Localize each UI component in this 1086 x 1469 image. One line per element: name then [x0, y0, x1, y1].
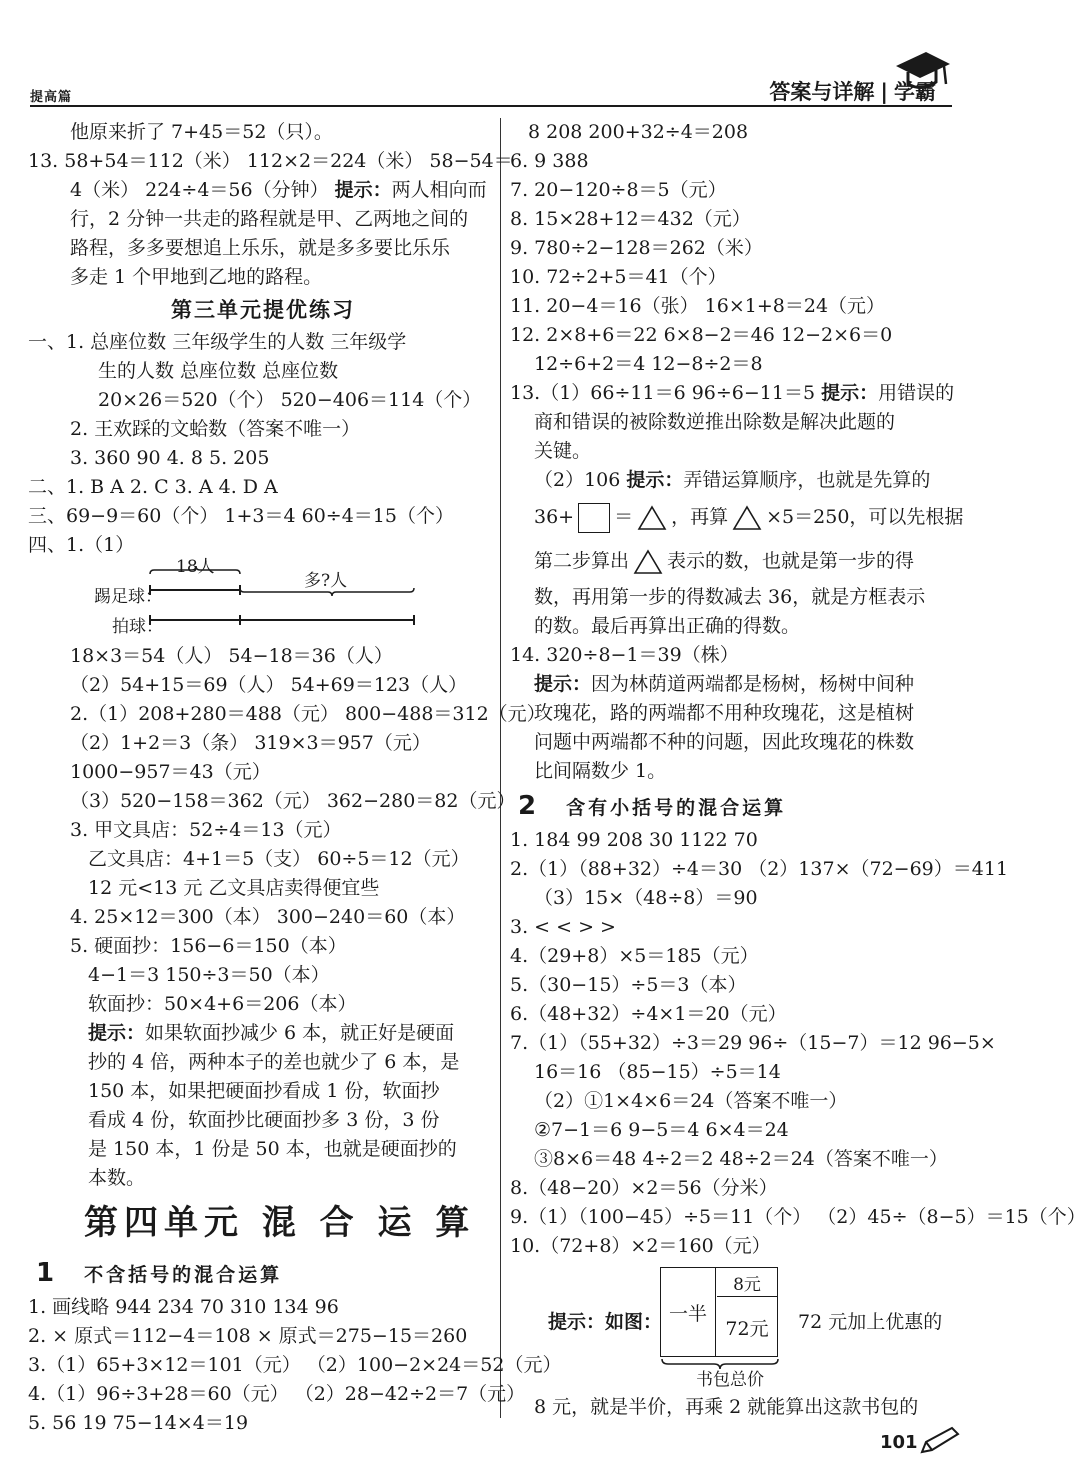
right-column: [510, 118, 1086, 1422]
text-line: 多走 1 个甲地到乙地的路程。: [70, 266, 323, 288]
text-line: 本数。: [88, 1167, 146, 1189]
text-line: 他原来折了 7+45＝52（只）。: [70, 121, 333, 143]
text-line: 36+ ＝ ，再算 ×5＝250，可以先根据: [510, 495, 980, 539]
text-line: 14. 320÷8−1＝39（株）: [510, 644, 739, 666]
text-line: 三、69−9＝60（个） 1+3＝4 60÷4＝15（个）: [28, 505, 454, 527]
text-line: 1. 184 99 208 30 1122 70: [510, 829, 758, 851]
text-line: 8 208 200+32÷4＝208: [528, 121, 749, 143]
page-number: 101: [880, 1432, 918, 1453]
text-line: （2）1+2＝3（条） 319×3＝957（元）: [70, 732, 431, 754]
header-answer-label: 答案与详解: [769, 80, 875, 104]
text-line: 11. 20−4＝16（张） 16×1+8＝24（元）: [510, 295, 886, 317]
text-line: 5. 硬面抄：156−6＝150（本）: [70, 935, 347, 957]
text-line: 玫瑰花，路的两端都不用种玫瑰花，这是植树: [534, 702, 915, 724]
bag-discount-cell: 8元: [717, 1268, 777, 1297]
text-line: 20×26＝520（个） 520−406＝114（个）: [98, 389, 482, 411]
text-line: （2）①1×4×6＝24（答案不唯一）: [534, 1090, 848, 1112]
text-line: 12÷6+2＝4 12−8÷2＝8: [534, 353, 763, 375]
text-line: 3. 甲文具店：52÷4＝13（元）: [70, 819, 342, 841]
header-rule: [30, 105, 952, 107]
text-line: 行，2 分钟一共走的路程就是甲、乙两地之间的: [70, 208, 469, 230]
subsection-heading: 2 含有小括号的混合运算: [518, 791, 787, 821]
column-divider: [500, 118, 501, 1418]
text-line: 8. 15×28+12＝432（元）: [510, 208, 751, 230]
hint-label: 提示：: [334, 179, 392, 201]
text-line: 4.（1）96÷3+28＝60（元） （2）28−42÷2＝7（元）: [28, 1383, 526, 1405]
text-line: 5. 56 19 75−14×4＝19: [28, 1412, 249, 1434]
text-line: 16＝16 （85−15）÷5＝14: [534, 1061, 781, 1083]
page-header: [0, 0, 1000, 110]
diagram-label-football: 踢足球：: [94, 587, 162, 607]
header-tag: 提高篇: [30, 90, 73, 105]
graduation-cap-icon: [892, 44, 952, 96]
bag-total-label: 书包总价: [696, 1370, 764, 1390]
text-line: 150 本，如果把硬面抄看成 1 份，软面抄: [88, 1080, 440, 1102]
text-line: 10. 72÷2+5＝41（个）: [510, 266, 727, 288]
pencil-icon: [918, 1426, 962, 1456]
diagram-label-18: 18人: [176, 557, 215, 577]
diagram-lines: [148, 560, 488, 642]
text-line: 生的人数 总座位数 总座位数: [98, 360, 339, 382]
text-line: （3）520−158＝362（元） 362−280＝82（元）: [70, 790, 516, 812]
text-line: 4. 25×12＝300（本） 300−240＝60（本）: [70, 906, 466, 928]
text-line: 一、1. 总座位数 三年级学生的人数 三年级学: [28, 331, 407, 353]
bag-half-cell: 一半: [661, 1268, 716, 1356]
text-line: 二、1. B A 2. C 3. A 4. D A: [28, 476, 278, 498]
text-line: 软面抄：50×4+6＝206（本）: [88, 993, 357, 1015]
text-line: 3. 360 90 4. 8 5. 205: [70, 447, 270, 469]
text-line: 2.（1）208+280＝488（元） 800−488＝312（元）: [70, 703, 546, 725]
diagram-label-more: 多?人: [304, 571, 348, 591]
text-line: 12 元<13 元 乙文具店卖得便宜些: [88, 877, 380, 899]
text-line: 4（米） 224÷4＝56（分钟） 提示：两人相向而: [70, 179, 487, 201]
subsection-heading: 1 不含括号的混合运算: [36, 1258, 283, 1288]
hint-label: 提示：: [88, 1022, 146, 1044]
bag-price-cell: 72元: [725, 1317, 769, 1340]
triangle-icon: [633, 549, 663, 575]
text-line: 第二步算出 表示的数，也就是第一步的得: [510, 539, 980, 583]
bag-hint-prefix: 提示：如图：: [548, 1311, 663, 1333]
text-line: 13.（1）66÷11＝6 96÷6−11＝5 提示：用错误的: [510, 382, 955, 404]
bag-box: [660, 1267, 778, 1357]
text-line: 18×3＝54（人） 54−18＝36（人）: [70, 645, 393, 667]
text-line: 四、1.（1）: [28, 534, 135, 556]
text-line: 抄的 4 倍，两种本子的差也就少了 6 本，是: [88, 1051, 460, 1073]
text-line: 问题中两端都不种的问题，因此玫瑰花的株数: [534, 731, 915, 753]
text-line: 4.（29+8）×5＝185（元）: [510, 945, 759, 967]
text-line: 8.（48−20）×2＝56（分米）: [510, 1177, 778, 1199]
text-line: 比间隔数少 1。: [534, 760, 667, 782]
text-line: 乙文具店：4+1＝5（支） 60÷5＝12（元）: [88, 848, 470, 870]
text-line: 2. × 原式＝112−4＝108 × 原式＝275−15＝260: [28, 1325, 468, 1347]
text-line: 是 150 本，1 份是 50 本，也就是硬面抄的: [88, 1138, 457, 1160]
text-line: 12. 2×8+6＝22 6×8−2＝46 12−2×6＝0: [510, 324, 893, 346]
text-line: 5.（30−15）÷5＝3（本）: [510, 974, 747, 996]
text-line: （3）15×（48÷8）＝90: [534, 887, 758, 909]
text-line: 3.（1）65+3×12＝101（元） （2）100−2×24＝52（元）: [28, 1354, 562, 1376]
text-line: 7.（1）（55+32）÷3＝29 96÷（15−7）＝12 96−5×: [510, 1032, 996, 1054]
text-line: 数，再用第一步的得数减去 36，就是方框表示: [534, 586, 926, 608]
text-line: 3. < < > >: [510, 916, 616, 938]
bag-price-diagram: [510, 1261, 980, 1393]
section-heading: 第三单元提优练习: [171, 298, 355, 322]
text-line: 8 元，就是半价，再乘 2 就能算出这款书包的: [534, 1396, 919, 1418]
text-line: 6. 9 388: [510, 150, 589, 172]
triangle-icon: [732, 505, 762, 531]
text-line: （2）106 提示：弄错运算顺序，也就是先算的: [534, 469, 931, 491]
blank-box: [578, 503, 610, 533]
text-line: 商和错误的被除数逆推出除数是解决此题的: [534, 411, 896, 433]
text-line: 关键。: [534, 440, 592, 462]
triangle-icon: [637, 505, 667, 531]
bag-hint-text: 72 元加上优惠的: [798, 1311, 943, 1333]
diagram-label-ball: 拍球：: [112, 617, 163, 637]
hint-label: 提示：: [534, 673, 592, 695]
header-separator: |: [880, 80, 888, 104]
text-line: 4−1＝3 150÷3＝50（本）: [88, 964, 330, 986]
text-line: 1. 画线略 944 234 70 310 134 96: [28, 1296, 339, 1318]
text-line: 提示：因为林荫道两端都是杨树，杨树中间种: [534, 673, 915, 695]
text-line: 路程，多多要想追上乐乐，就是多多要比乐乐: [70, 237, 451, 259]
hint-label: 提示：: [626, 469, 684, 491]
text-line: 2. 王欢踩的文蛤数（答案不唯一）: [70, 418, 361, 440]
text-line: 看成 4 份，软面抄比硬面抄多 3 份，3 份: [88, 1109, 440, 1131]
text-line: 提示：如果软面抄减少 6 本，就正好是硬面: [88, 1022, 455, 1044]
unit-heading: 第四单元 混 合 运 算: [84, 1203, 476, 1243]
text-line: 7. 20−120÷8＝5（元）: [510, 179, 727, 201]
line-segment-diagram: [94, 557, 488, 642]
text-line: 1000−957＝43（元）: [70, 761, 271, 783]
text-line: 10.（72+8）×2＝160（元）: [510, 1235, 771, 1257]
brand-name: 学霸: [894, 80, 936, 104]
hint-label: 提示：: [821, 382, 879, 404]
text-line: ③8×6＝48 4÷2＝2 48÷2＝24（答案不唯一）: [534, 1148, 948, 1170]
text-line: ②7−1＝6 9−5＝4 6×4＝24: [534, 1119, 789, 1141]
text-line: 6.（48+32）÷4×1＝20（元）: [510, 1003, 787, 1025]
text-line: 13. 58+54＝112（米） 112×2＝224（米） 58−54＝: [28, 150, 513, 172]
text-line: 的数。最后再算出正确的得数。: [534, 615, 801, 637]
text-line: 9.（1）（100−45）÷5＝11（个） （2）45÷（8−5）＝15（个）: [510, 1206, 1086, 1228]
text-line: 2.（1）（88+32）÷4＝30 （2）137×（72−69）＝411: [510, 858, 1009, 880]
text-line: （2）54+15＝69（人） 54+69＝123（人）: [70, 674, 468, 696]
text-line: 9. 780÷2−128＝262（米）: [510, 237, 763, 259]
